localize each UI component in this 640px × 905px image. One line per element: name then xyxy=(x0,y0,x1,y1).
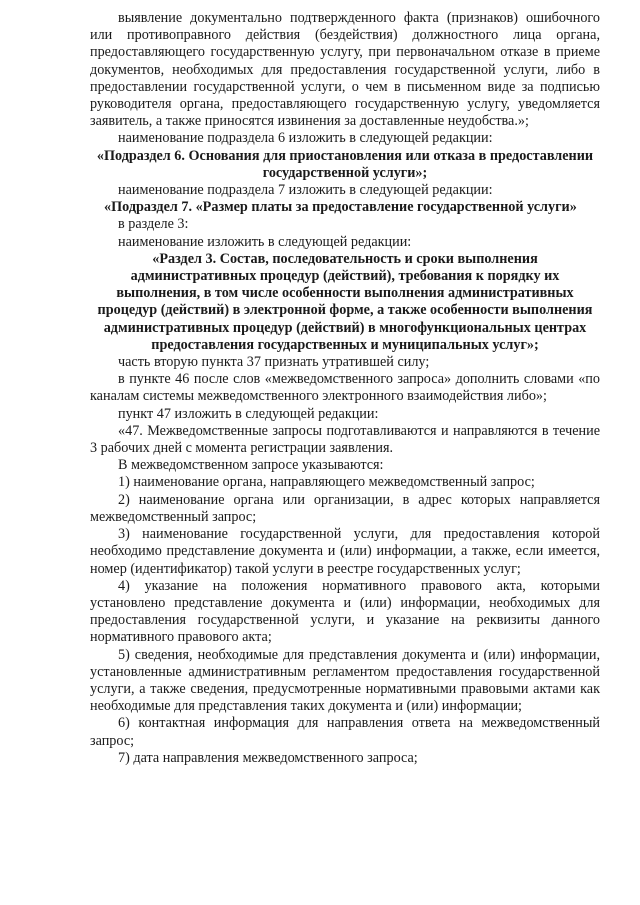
subsection7-intro: наименование подраздела 7 изложить в следующей редакции: xyxy=(118,182,493,199)
subsection6-intro: наименование подраздела 6 изложить в следующей редакции: xyxy=(118,130,493,147)
list-item: 2) наименование органа или организации, в адрес которых направляется межведомственный запрос; xyxy=(90,491,600,525)
list-item: 6) контактная информация для направления ответа на межведомственный запрос; xyxy=(90,715,600,749)
list-item: 4) указание на положения нормативного правового акта, которыми установлено представление документа и (или) информации, необходимых для предоставления государственной услуги, и указание на реквизиты данного нормативного правового акта; xyxy=(90,577,600,646)
document-page xyxy=(90,10,600,767)
section3-label: в разделе 3: xyxy=(118,216,189,233)
subsection6-heading xyxy=(90,148,600,182)
item-37: часть вторую пункта 37 признать утратившей силу; xyxy=(118,354,430,371)
list-item: 3) наименование государственной услуги, для предоставления которой необходимо представление документа и (или) информации, а также, если имеется, номер (идентификатор) такой услуги в реестре государственных услуг; xyxy=(90,526,600,577)
subsection6-tail: ; xyxy=(422,164,428,181)
subsection6-title: «Подраздел 6. Основания для приостановления или отказа в предоставлении государственной услуги» xyxy=(96,147,594,181)
section3-title: «Раздел 3. Состав, последовательность и сроки выполнения административных процедур (действий), требования к порядку их выполнения, в том числе особенности выполнения административных процедур (действий) в электронной форме, а также особенности выполнения административных процедур (действий) в многофункциональных центрах предоставления государственных и муниципальных услуг»; xyxy=(97,250,593,353)
list-item: 7) дата направления межведомственного запроса; xyxy=(118,749,418,766)
list-item: 5) сведения, необходимые для представления документа и (или) информации, установленные административным регламентом предоставления государственной услуги, а также сведения, предусмотренные нормативными правовыми актами как необходимые для представления таких документа и (или) информации; xyxy=(90,646,600,715)
section3-intro: наименование изложить в следующей редакции: xyxy=(118,233,412,250)
request-intro: В межведомственном запросе указываются: xyxy=(118,457,384,474)
item-47-intro: пункт 47 изложить в следующей редакции: xyxy=(118,405,379,422)
list-item: 1) наименование органа, направляющего межведомственный запрос; xyxy=(118,474,535,491)
item-46: в пункте 46 после слов «межведомственного запроса» дополнить словами «по каналам системы межведомственного электронного взаимодействия либо»; xyxy=(90,371,600,405)
opening-paragraph: выявление документально подтвержденного факта (признаков) ошибочного или противоправного действия (бездействия) должностного лица органа, предоставляющего государственную услугу, при первоначальном отказе в приеме документов, необходимых для предоставления государственной услуги, либо в предоставлении государственной услуги, о чем в письменном виде за подписью руководителя органа, предоставляющего государственную услугу, уведомляется заявитель, а также приносятся извинения за доставленные неудобства.»; xyxy=(90,10,600,130)
subsection7-title: «Подраздел 7. «Размер платы за предоставление государственной услуги» xyxy=(104,199,577,216)
item-47-text: «47. Межведомственные запросы подготавливаются и направляются в течение 3 рабочих дней с момента регистрации заявления. xyxy=(90,422,600,457)
